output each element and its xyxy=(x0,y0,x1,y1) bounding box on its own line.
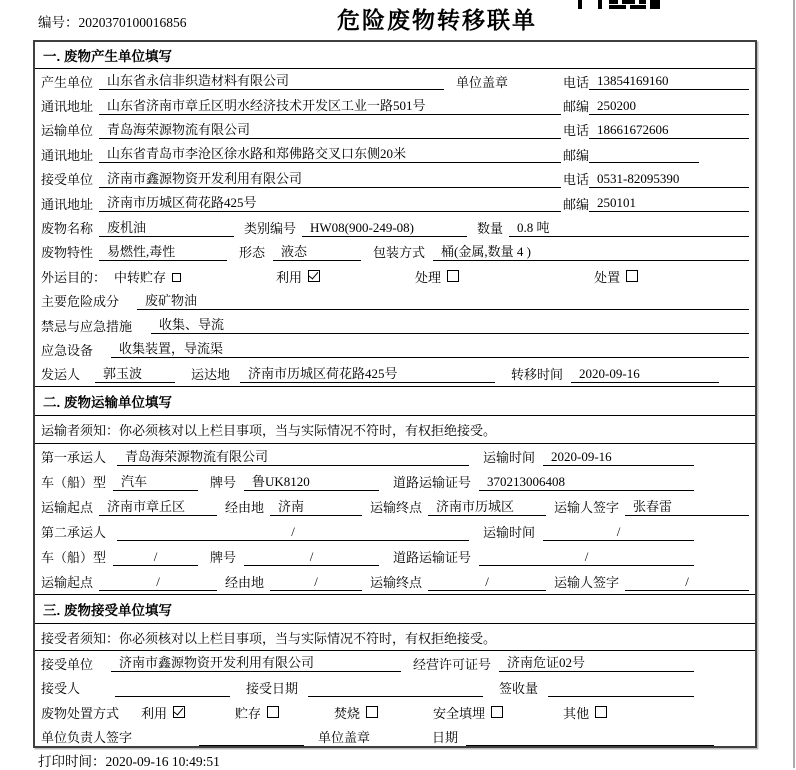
receiver-label: 接受单位 xyxy=(41,172,94,188)
hazard-label: 主要危险成分 xyxy=(41,294,120,310)
waste-name-row xyxy=(35,215,755,239)
date-label: 日期 xyxy=(432,730,459,746)
zip2-label: 邮编 xyxy=(562,147,589,163)
transport-time2-value: / xyxy=(543,523,694,541)
receiver-notice-label: 接受者须知： xyxy=(41,630,120,646)
vehicle1-value: 汽车 xyxy=(113,473,198,491)
carrier1-label: 第一承运人 xyxy=(41,450,107,466)
zip1-value: 250200 xyxy=(589,97,749,115)
transporter-notice-text: 你必须核对以上栏目事项，当与实际情况不符时，有权拒绝接受。 xyxy=(119,423,497,439)
transporter-value: 青岛海荣源物流有限公司 xyxy=(99,121,561,139)
transfer-time-value: 2020-09-16 xyxy=(571,365,719,383)
permit1-value: 370213006408 xyxy=(479,473,694,491)
print-time-label: 打印时间： xyxy=(38,754,106,769)
sign2-value: / xyxy=(625,573,749,591)
serial-number-line xyxy=(38,11,187,31)
vehicle2-row xyxy=(35,544,755,569)
taboo-value: 收集、导流 xyxy=(151,316,749,334)
disposal-store-checkbox xyxy=(267,706,279,718)
via2-value: / xyxy=(270,573,362,591)
phone1-label: 电话 xyxy=(562,74,589,90)
traits-value: 易燃性,毒性 xyxy=(99,243,227,261)
equipment-row xyxy=(35,337,755,361)
transport-time1-label: 运输时间 xyxy=(483,450,536,466)
phone1-value: 13854169160 xyxy=(589,72,749,90)
via1-label: 经由地 xyxy=(225,500,265,516)
section-3-title: 三. 废物接受单位填写 xyxy=(35,595,755,624)
accepting-unit-value: 济南市鑫源物资开发利用有限公司 xyxy=(111,654,401,672)
origin2-value: / xyxy=(99,573,217,591)
section-1-title: 一. 废物产生单位填写 xyxy=(35,42,755,69)
section-transporter xyxy=(35,386,755,594)
carrier2-row xyxy=(35,519,755,544)
waste-traits-row xyxy=(35,240,755,264)
form-value: 液态 xyxy=(273,243,361,261)
vehicle1-label: 车（船）型 xyxy=(41,475,107,491)
phone3-value: 0531-82095390 xyxy=(589,170,749,188)
carrier2-label: 第二承运人 xyxy=(41,525,107,541)
print-time-line xyxy=(38,750,220,770)
vehicle1-row xyxy=(35,469,755,494)
equipment-value: 收集装置，导流渠 xyxy=(111,340,749,358)
sign2-label: 运输人签字 xyxy=(554,575,620,591)
recipient-value xyxy=(115,679,230,697)
accepting-unit-label: 接受单位 xyxy=(41,656,94,672)
dest1-label: 运输终点 xyxy=(370,500,423,516)
taboo-row xyxy=(35,313,755,337)
category-value: HW08(900-249-08) xyxy=(302,219,467,237)
zip3-label: 邮编 xyxy=(562,196,589,212)
receiver-value: 济南市鑫源物资开发利用有限公司 xyxy=(99,170,561,188)
hazard-value: 废矿物油 xyxy=(137,292,749,310)
transporter-label: 运输单位 xyxy=(41,123,94,139)
route1-row xyxy=(35,494,755,519)
addr2-label: 通讯地址 xyxy=(41,147,94,163)
receiver-stamp-label: 单位盖章 xyxy=(318,730,371,746)
purpose-storage-checkbox xyxy=(172,273,181,282)
sign1-value: 张春雷 xyxy=(625,498,749,516)
receive-date-value xyxy=(308,679,483,697)
purpose-dispose-checkbox xyxy=(626,270,638,282)
packaging-value: 桶(金属,数量 4 ) xyxy=(433,243,749,261)
permit1-label: 道路运输证号 xyxy=(393,475,472,491)
addr3-value: 济南市历城区荷花路425号 xyxy=(99,194,561,212)
carrier2-value: / xyxy=(117,523,469,541)
vehicle2-label: 车（船）型 xyxy=(41,550,107,566)
signer-row xyxy=(35,725,755,750)
dest2-value: / xyxy=(428,573,546,591)
signed-qty-value xyxy=(548,679,694,697)
disposal-use-checkbox xyxy=(173,706,185,718)
signer-value xyxy=(199,728,304,746)
sign1-label: 运输人签字 xyxy=(554,500,620,516)
origin1-value: 济南市章丘区 xyxy=(99,498,217,516)
disposal-other-checkbox xyxy=(595,706,607,718)
quantity-value: 0.8 吨 xyxy=(509,219,749,237)
phone2-label: 电话 xyxy=(562,123,589,139)
via1-value: 济南 xyxy=(270,498,362,516)
origin2-label: 运输起点 xyxy=(41,575,94,591)
disposal-method-row xyxy=(35,700,755,725)
waste-name-value: 废机油 xyxy=(99,219,234,237)
form-label: 形态 xyxy=(239,245,266,261)
dest1-value: 济南市历城区 xyxy=(428,498,546,516)
recipient-label: 接受人 xyxy=(41,681,81,697)
vehicle2-value: / xyxy=(113,548,198,566)
dest2-label: 运输终点 xyxy=(370,575,423,591)
qr-finder-pattern xyxy=(578,0,602,9)
license-label: 经营许可证号 xyxy=(413,656,492,672)
quantity-label: 数量 xyxy=(477,221,504,237)
zip2-value xyxy=(589,145,699,163)
phone2-value: 18661672606 xyxy=(589,121,749,139)
producer-address-row xyxy=(35,93,755,117)
transport-time2-label: 运输时间 xyxy=(483,525,536,541)
phone3-label: 电话 xyxy=(562,172,589,188)
shipper-row xyxy=(35,362,755,386)
producer-label: 产生单位 xyxy=(41,74,94,90)
purpose-treat-label: 处理 xyxy=(415,269,442,285)
zip1-label: 邮编 xyxy=(562,99,589,115)
category-label: 类别编号 xyxy=(244,221,297,237)
purpose-storage-label: 中转贮存 xyxy=(114,269,167,285)
receiver-notice-row xyxy=(35,624,755,651)
plate2-value: / xyxy=(244,548,379,566)
receiver-address-row xyxy=(35,191,755,215)
transport-time1-value: 2020-09-16 xyxy=(543,448,694,466)
producer-row xyxy=(35,69,755,93)
purpose-treat-checkbox xyxy=(447,270,459,282)
destination-value: 济南市历城区荷花路425号 xyxy=(240,365,495,383)
purpose-row xyxy=(35,264,755,288)
destination-label: 运达地 xyxy=(191,367,231,383)
carrier1-row xyxy=(35,444,755,469)
disposal-use-label: 利用 xyxy=(141,705,168,721)
serial-label: 编号： xyxy=(38,15,79,30)
page-edge-line xyxy=(793,0,795,768)
signer-label: 单位负责人签字 xyxy=(41,730,133,746)
disposal-landfill-checkbox xyxy=(491,706,503,718)
disposal-landfill-label: 安全填埋 xyxy=(433,705,486,721)
traits-label: 废物特性 xyxy=(41,245,94,261)
taboo-label: 禁忌与应急措施 xyxy=(41,318,133,334)
plate1-label: 牌号 xyxy=(210,475,237,491)
equipment-label: 应急设备 xyxy=(41,342,94,358)
accepting-unit-row xyxy=(35,651,755,676)
origin1-label: 运输起点 xyxy=(41,500,94,516)
purpose-dispose-label: 处置 xyxy=(594,269,621,285)
license-value: 济南危证02号 xyxy=(499,654,694,672)
purpose-use-label: 利用 xyxy=(276,269,303,285)
addr1-value: 山东省济南市章丘区明水经济技术开发区工业一路501号 xyxy=(99,97,561,115)
page-title: 危险废物转移联单 xyxy=(337,7,537,33)
recipient-row xyxy=(35,676,755,701)
disposal-store-label: 贮存 xyxy=(235,705,262,721)
permit2-label: 道路运输证号 xyxy=(393,550,472,566)
qr-code-fragment-icon xyxy=(578,0,662,9)
addr3-label: 通讯地址 xyxy=(41,196,94,212)
waste-name-label: 废物名称 xyxy=(41,221,94,237)
route2-row xyxy=(35,569,755,594)
producer-value: 山东省永信非织造材料有限公司 xyxy=(99,72,444,90)
disposal-burn-label: 焚烧 xyxy=(334,705,361,721)
shipper-label: 发运人 xyxy=(41,367,81,383)
signed-qty-label: 签收量 xyxy=(499,681,539,697)
serial-value: 2020370100016856 xyxy=(78,15,187,30)
unit-stamp-label: 单位盖章 xyxy=(456,74,509,90)
plate1-value: 鲁UK8120 xyxy=(244,473,379,491)
zip3-value: 250101 xyxy=(589,194,749,212)
plate2-label: 牌号 xyxy=(210,550,237,566)
transporter-notice-label: 运输者须知： xyxy=(41,423,120,439)
addr2-value: 山东省青岛市李沧区徐水路和郑佛路交叉口东侧20米 xyxy=(99,145,561,163)
packaging-label: 包装方式 xyxy=(373,245,426,261)
transporter-notice-row xyxy=(35,416,755,444)
print-time-value: 2020-09-16 10:49:51 xyxy=(105,754,220,769)
purpose-label: 外运目的： xyxy=(41,269,107,285)
receiver-row xyxy=(35,167,755,191)
manifest-form xyxy=(33,40,757,748)
transfer-time-label: 转移时间 xyxy=(511,367,564,383)
purpose-use-checkbox xyxy=(308,270,320,282)
hazard-row xyxy=(35,289,755,313)
addr1-label: 通讯地址 xyxy=(41,99,94,115)
section-producer xyxy=(35,42,755,386)
via2-label: 经由地 xyxy=(225,575,265,591)
permit2-value: / xyxy=(479,548,694,566)
receive-date-label: 接受日期 xyxy=(246,681,299,697)
section-2-title: 二. 废物运输单位填写 xyxy=(35,387,755,416)
receiver-notice-text: 你必须核对以上栏目事项，当与实际情况不符时，有权拒绝接受。 xyxy=(119,630,497,646)
transporter-address-row xyxy=(35,142,755,166)
transporter-row xyxy=(35,118,755,142)
disposal-other-label: 其他 xyxy=(563,705,590,721)
disposal-burn-checkbox xyxy=(366,706,378,718)
disposal-label: 废物处置方式 xyxy=(41,705,120,721)
date-value xyxy=(466,728,714,746)
shipper-value: 郭玉波 xyxy=(95,365,175,383)
carrier1-value: 青岛海荣源物流有限公司 xyxy=(117,448,469,466)
section-receiver xyxy=(35,594,755,749)
